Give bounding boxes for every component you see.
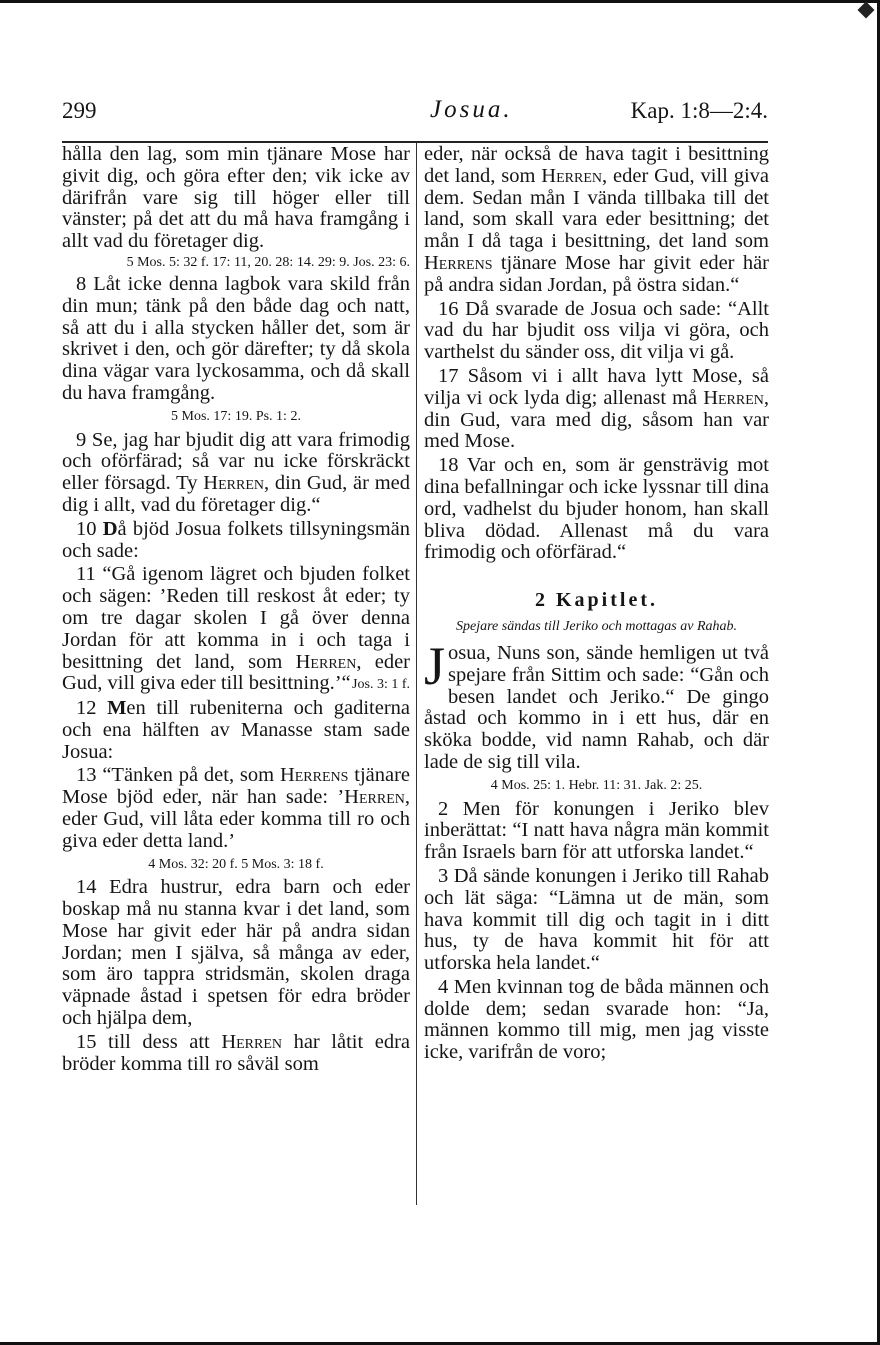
verse-paragraph: hålla den lag, som min tjänare Mose har givit dig, och göra efter den; vik icke av därifrån vare sig till höger eller till vänster; på det att du må hava framgång i allt vad du företager dig. (62, 143, 410, 253)
chapter-2-verse-2: 2 Men för konungen i Jeriko blev inberättat: “I natt hava några män kommit från Israels barn för att utforska landet.“ (424, 797, 769, 864)
verse-text: 11 “Gå igenom lägret och bjuden folket och sägen: ’Reden till reskost åt eder; ty om tre dagar skolen I gå över denna Jordan för att komma in i och taga i besittning det land, som (62, 563, 410, 673)
right-column (424, 142, 769, 1065)
verse-text: , eder Gud, vill giva dem. Sedan mån I vända tillbaka till det land, som skall vara eder besittning; det mån I då taga i besittning, det land som (424, 164, 769, 253)
verse-text: , din Gud, vara med dig, såsom han var med Mose. (424, 386, 770, 453)
verse-text: 15 till dess att (76, 1030, 210, 1053)
lord-small-caps: Herren (703, 386, 764, 409)
verse-9 (62, 430, 410, 517)
chapter-2-verse-1 (424, 635, 769, 774)
verse-16: 16 Då svarade de Josua och sade: “Allt vad du har bjudit oss vilja vi göra, och varthelst du sänder oss, dit vilja vi gå. (424, 297, 769, 364)
cross-reference: 5 Mos. 17: 19. Ps. 1: 2. (171, 408, 301, 424)
verse-12 (62, 698, 410, 763)
verse-13 (62, 765, 410, 852)
chapter-reference: Kap. 1:8—2:4. (630, 98, 768, 123)
verse-text: tjänare Mose bjöd eder, när han sade: ’ (62, 764, 411, 809)
lords-small-caps: Herrens (279, 764, 349, 787)
verse-15-continued (424, 144, 769, 297)
left-column (62, 142, 410, 1076)
bold-initial: M (107, 696, 127, 719)
verse-text: 13 “Tänken på det, som (76, 764, 275, 787)
page-header (62, 96, 768, 128)
verse-number: 10 (76, 517, 97, 540)
running-title: Josua. (430, 96, 513, 123)
lord-small-caps: Herren (541, 164, 602, 187)
verse-18: 18 Var och en, som är gensträvig mot dina befallningar och icke lyssnar till dina ord, vadhelst du bjuder honom, han skall bliva dödad. Allenast må du vara frimodig och oförfärad.“ (424, 454, 769, 564)
lord-small-caps: Herren (203, 472, 264, 495)
verse-number: 12 (76, 696, 97, 719)
verse-text: , din Gud, är med dig i allt, vad du företager dig.“ (62, 472, 410, 516)
verse-text: har låtit edra bröder komma till ro såväl som (62, 1030, 411, 1075)
chapter-2-verse-4: 4 Men kvinnan tog de båda männen och dolde dem; sedan svarade hon: “Ja, männen kommo till mig, men jag visste icke, varifrån de voro; (424, 975, 769, 1064)
chapter-heading: 2 Kapitlet. (535, 589, 658, 612)
verse-text: tjänare Mose har givit eder här på andra sidan Jordan, på östra sidan.“ (424, 251, 770, 296)
verse-10 (62, 519, 410, 563)
verse-text: , eder Gud, vill låta eder komma till ro och giva eder detta land.’ (62, 786, 410, 852)
verse-text: , eder Gud, vill giva eder till besittning.’“ (62, 650, 411, 695)
cross-reference: Jos. 3: 1 f. (352, 677, 410, 693)
chapter-2-verse-3: 3 Då sände konungen i Jeriko till Rahab och lät säga: “Lämna ut de män, som hava kommit till dig och tagit in i ditt hus, ty de hava kommit hit för att utforska hela landet.“ (424, 864, 769, 975)
verse-text: 17 Såsom vi i allt hava lytt Mose, så vilja vi ock lyda dig; allenast må (424, 364, 769, 409)
verse-17 (424, 366, 769, 453)
verse-text: en till rubeniterna och gaditerna och ena hälften av Manasse stam sade Josua: (62, 696, 410, 763)
chapter-summary: Spejare sändas till Jeriko och mottagas av Rahab. (456, 618, 737, 634)
column-divider (416, 143, 417, 1205)
verse-text: osua, Nuns son, sände hemligen ut två spejare från Sittim och sade: “Gån och besen landet och Jeriko.“ De gingo åstad och kommo in i ett hus, där en sköka bodde, vid namn Rahab, och där lade de sig till vila. (424, 641, 769, 773)
scan-edge-top (0, 0, 880, 3)
lord-small-caps: Herren (295, 650, 357, 673)
cross-reference: 5 Mos. 5: 32 f. 17: 11, 20. 28: 14. 29: 9. Jos. 23: 6. (126, 254, 410, 270)
cross-reference: 4 Mos. 32: 20 f. 5 Mos. 3: 18 f. (148, 856, 324, 872)
verse-text: eder, när också de hava tagit i besittning det land, som (424, 143, 769, 187)
verse-8: 8 Låt icke denna lagbok vara skild från din mun; tänk på den både dag och natt, så att du i alla stycken håller det, som är skrivet i den, och gör därefter; ty då skola dina vägar vara lyckosamma, och då skall du hava framgång. (62, 272, 410, 404)
cross-reference: 4 Mos. 25: 1. Hebr. 11: 31. Jak. 2: 25. (490, 777, 703, 793)
verse-text: å bjöd Josua folkets tillsyningsmän och sade: (62, 517, 411, 562)
lord-small-caps: Herren (344, 786, 405, 809)
lords-small-caps: Herrens (424, 251, 493, 274)
verse-14: 14 Edra hustrur, edra barn och eder boskap må nu stanna kvar i det land, som Mose har givit eder här på andra sidan Jordan; men I själva, så många av eder, som äro tappra stridsmän, skolen draga väpnade åstad i spetsen för edra bröder och hjälpa dem, (62, 876, 410, 1030)
bold-initial: D (102, 517, 118, 540)
scan-corner-mark (858, 2, 875, 19)
lord-small-caps: Herren (221, 1030, 283, 1053)
drop-cap-initial: J (424, 635, 446, 696)
page-number: 299 (62, 98, 97, 123)
verse-text: 9 Se, jag har bjudit dig att vara frimodig och oförfärad; så var nu icke förskräckt eller försagd. Ty (62, 428, 410, 495)
verse-15 (62, 1032, 410, 1076)
